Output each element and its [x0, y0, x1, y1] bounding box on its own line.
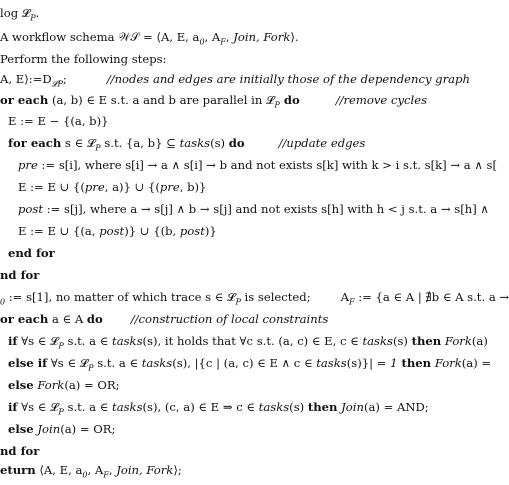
- text-segment: , A: [204, 30, 221, 44]
- algorithm-line: [0, 3, 39, 23]
- algorithm-line: [8, 353, 491, 373]
- subscript: P: [274, 100, 280, 110]
- algorithm-line: [0, 441, 39, 461]
- text-segment: tasks: [258, 400, 290, 414]
- comment: //construction of local constraints: [130, 312, 329, 326]
- keyword: if: [8, 400, 18, 414]
- text-segment: E := E − {(a, b)}: [8, 114, 109, 128]
- text-segment: Fork: [444, 334, 472, 348]
- text-segment: ∀s ∈ 𝓛: [17, 334, 59, 348]
- text-segment: s.t. a ∈: [63, 400, 113, 414]
- text-segment: (s): [289, 400, 308, 414]
- algorithm-line: [0, 460, 182, 480]
- algorithm-line: [8, 419, 115, 439]
- subscript: 0: [82, 470, 88, 480]
- text-segment: post: [179, 224, 205, 238]
- text-segment: ∀s ∈ 𝓛: [47, 356, 89, 370]
- algorithm-line: [18, 155, 497, 175]
- text-segment: )}: [204, 224, 217, 238]
- text-segment: (a, b) ∈ E s.t. a and b are parallel in 𝓛: [48, 93, 275, 107]
- text-segment: is selected;: [240, 290, 311, 304]
- keyword: then: [411, 334, 442, 348]
- text-segment: (a) =: [461, 356, 492, 370]
- algorithm-line: [8, 375, 120, 395]
- text-segment: 1: [390, 356, 398, 370]
- text-segment: tasks: [112, 334, 143, 348]
- keyword: else: [8, 378, 34, 392]
- text-segment: s.t. a ∈: [93, 356, 142, 370]
- text-segment: := s[1], no matter of which trace s ∈ 𝓛: [5, 290, 236, 304]
- keyword: nd for: [0, 268, 40, 282]
- text-segment: post: [99, 224, 125, 238]
- text-segment: A workflow schema 𝒲𝒮 = ⟨A, E, a: [0, 30, 200, 44]
- text-segment: pre: [84, 180, 105, 194]
- keyword: end for: [8, 246, 55, 260]
- subscript: P: [88, 363, 94, 373]
- algorithm-line: [18, 177, 206, 197]
- algorithm-line: [8, 243, 55, 263]
- text-segment: (s), it holds that ∀c s.t. (a, c) ∈ E, c ∈: [142, 334, 363, 348]
- algorithm-line: [0, 287, 509, 307]
- subscript: 0: [0, 297, 6, 307]
- text-segment: := s[i], where s[i] → a ∧ s[i] → b and not exists s[k] with k > i s.t. s[k] → a ∧ s[: [37, 158, 497, 172]
- text-segment: A: [340, 290, 349, 304]
- text-segment: ⟩.: [290, 30, 299, 44]
- text-segment: a ∈ A: [48, 312, 87, 326]
- algorithm-line: [8, 111, 109, 131]
- algorithm-line: [18, 199, 489, 219]
- text-segment: ,: [225, 30, 234, 44]
- text-segment: ⟩;: [173, 463, 182, 477]
- text-segment: (a) = OR;: [60, 422, 116, 436]
- subscript: 𝓛P: [51, 79, 63, 89]
- subscript: P: [235, 297, 241, 307]
- text-segment: (s): [210, 136, 229, 150]
- subscript: F: [103, 470, 109, 480]
- text-segment: (s), |{c | (a, c) ∈ E ∧ c ∈: [172, 356, 317, 370]
- comment: //update edges: [278, 136, 366, 150]
- subscript: P: [30, 13, 36, 23]
- comment: //nodes and edges are initially those of the dependency graph: [106, 72, 470, 86]
- text-segment: (a) = AND;: [363, 400, 429, 414]
- text-segment: Join: [341, 400, 364, 414]
- text-segment: Fork: [37, 378, 65, 392]
- text-segment: )} ∪ {(b,: [124, 224, 180, 238]
- algorithm-line: [0, 90, 427, 110]
- algorithm-line: [8, 133, 365, 153]
- text-segment: Join: [37, 422, 61, 436]
- text-segment: (s), (c, a) ∈ E ⇒ c ∈: [142, 400, 259, 414]
- subscript: F: [348, 297, 355, 307]
- text-segment: (s): [392, 334, 412, 348]
- text-segment: E := E ∪ {(a,: [18, 224, 100, 238]
- text-segment: ⟨A, E, a: [35, 463, 83, 477]
- subscript: F: [220, 37, 226, 47]
- subscript: P: [58, 341, 64, 351]
- subscript: P: [58, 407, 64, 417]
- comment: //remove cycles: [335, 93, 428, 107]
- keyword: else: [8, 422, 34, 436]
- text-segment: , a)} ∪ {(: [104, 180, 160, 194]
- text-segment: Perform the following steps:: [0, 52, 167, 66]
- text-segment: s.t. {a, b} ⊆: [100, 136, 180, 150]
- keyword: do: [279, 93, 300, 107]
- text-segment: s.t. a ∈: [63, 334, 113, 348]
- keyword: then: [307, 400, 338, 414]
- text-segment: ,: [108, 463, 117, 477]
- text-segment: Fork: [434, 356, 462, 370]
- text-segment: , A: [87, 463, 104, 477]
- keyword: for each: [8, 136, 62, 150]
- text-segment: A, E⟩:=D: [0, 72, 52, 86]
- text-segment: post: [18, 202, 44, 216]
- algorithm-line: [18, 221, 217, 241]
- text-segment: Join, Fork: [116, 463, 174, 477]
- text-segment: (s)}| =: [346, 356, 391, 370]
- text-segment: tasks: [141, 356, 173, 370]
- keyword: or each: [0, 93, 49, 107]
- algorithm-line: [0, 27, 299, 47]
- text-segment: pre: [159, 180, 180, 194]
- text-segment: ;: [62, 72, 67, 86]
- keyword: do: [86, 312, 103, 326]
- text-segment: E := E ∪ {(: [18, 180, 85, 194]
- text-segment: , b)}: [179, 180, 207, 194]
- keyword: if: [8, 334, 18, 348]
- text-segment: Join, Fork: [233, 30, 291, 44]
- text-segment: .: [35, 6, 40, 20]
- text-segment: s ∈ 𝓛: [61, 136, 96, 150]
- text-segment: ∀s ∈ 𝓛: [17, 400, 59, 414]
- keyword: do: [228, 136, 245, 150]
- keyword: nd for: [0, 444, 40, 458]
- algorithm-line: [0, 265, 39, 285]
- keyword: eturn: [0, 463, 36, 477]
- algorithm-line: [0, 69, 470, 89]
- algorithm-line: [8, 331, 488, 351]
- text-segment: := {a ∈ A | ∄b ∈ A s.t. a →: [354, 290, 509, 304]
- subscript: 0: [199, 37, 205, 47]
- text-segment: tasks: [112, 400, 143, 414]
- text-segment: (a): [471, 334, 488, 348]
- algorithm-line: [0, 49, 166, 69]
- keyword: then: [397, 356, 432, 370]
- text-segment: (a) = OR;: [64, 378, 120, 392]
- text-segment: tasks: [316, 356, 347, 370]
- subscript: P: [95, 143, 101, 153]
- text-segment: pre: [18, 158, 38, 172]
- keyword: or each: [0, 312, 49, 326]
- text-segment: := s[j], where a → s[j] ∧ b → s[j] and not exists s[h] with h < j s.t. a → s[h] ∧: [43, 202, 489, 216]
- keyword: else if: [8, 356, 48, 370]
- algorithm-line: [0, 309, 328, 329]
- text-segment: tasks: [362, 334, 393, 348]
- text-segment: log 𝓛: [0, 6, 31, 20]
- text-segment: tasks: [179, 136, 211, 150]
- algorithm-line: [8, 397, 429, 417]
